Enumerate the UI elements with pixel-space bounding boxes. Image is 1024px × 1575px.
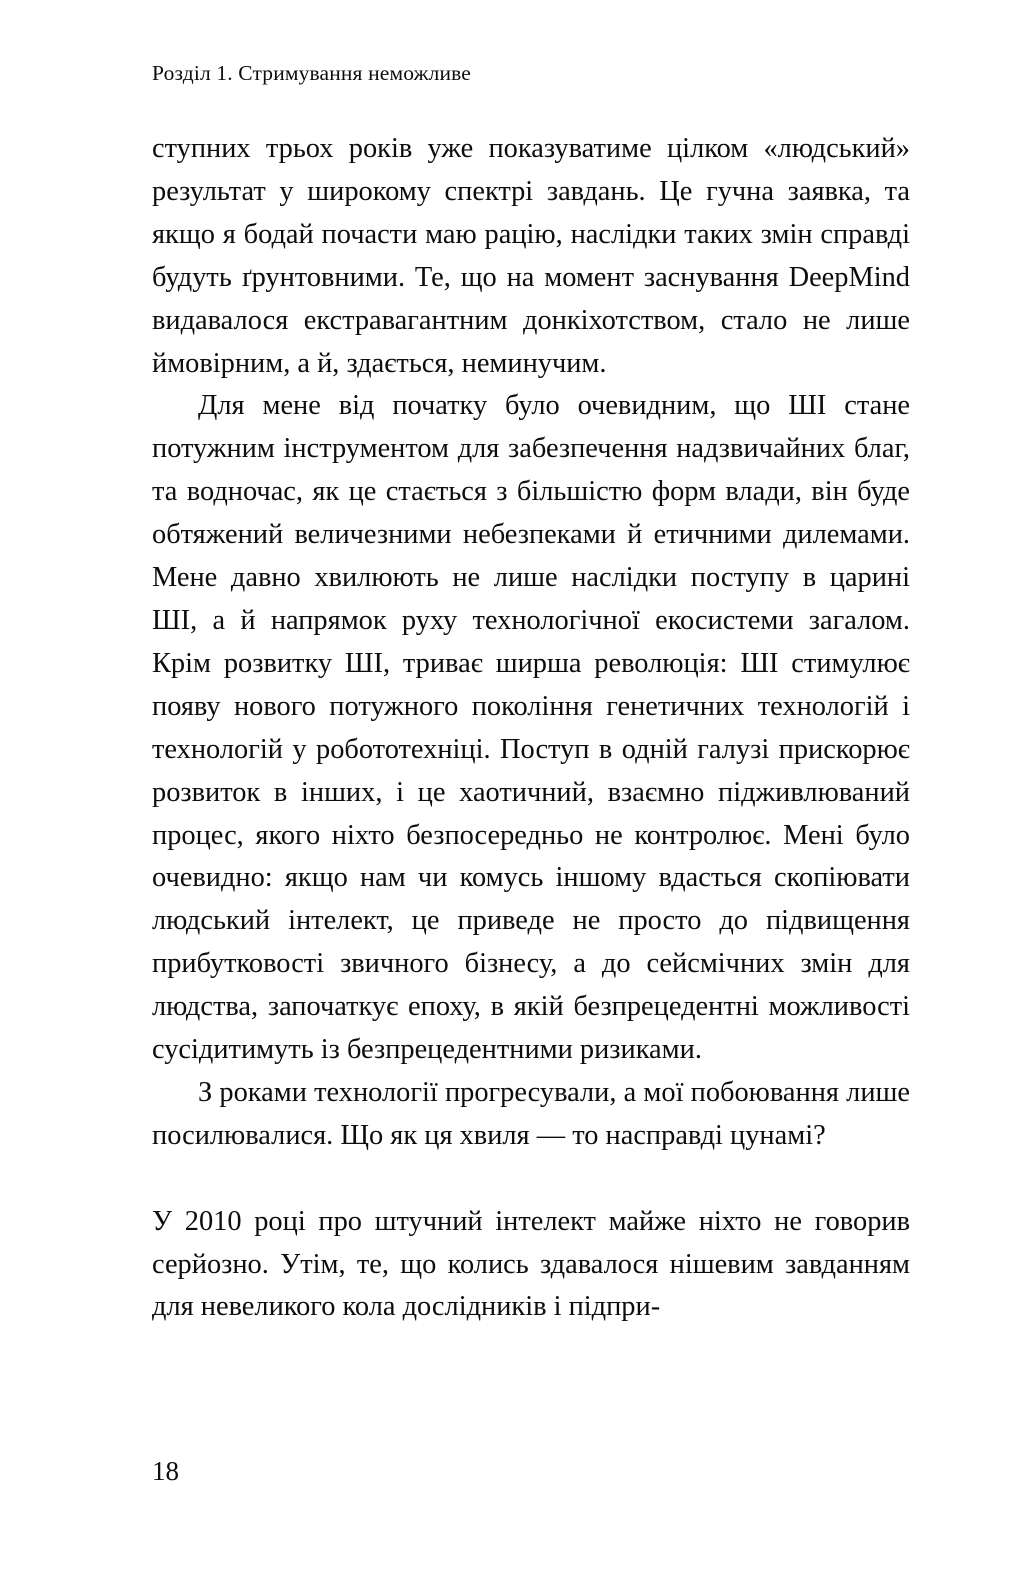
page-number: 18: [152, 1456, 179, 1486]
body-text-block: [152, 128, 910, 1329]
paragraph-4: У 2010 році про штучний інтелект майже ніхто не говорив серйозно. Утім, те, що колись здавалося нішевим завданням для невеликого кола дослідників і підпри-: [152, 1205, 910, 1323]
running-header: Розділ 1. Стримування неможливе: [152, 61, 471, 85]
section-break: [152, 1158, 910, 1201]
paragraph-2: Для мене від початку було очевидним, що ШІ стане потужним інструментом для забезпечення надзвичайних благ, та водночас, як це стається з більшістю форм влади, він буде обтяжений величезними небезпеками й етичними дилемами. Мене давно хвилюють не лише наслідки поступу в царині ШІ, а й напрямок руху технологічної екосистеми загалом. Крім розвитку ШІ, триває ширша революція: ШІ стимулює появу нового потужного покоління генетичних технологій і технологій у робототехніці. Поступ в одній галузі прискорює розвиток в інших, і це хаотичний, взаємно підживлюваний процес, якого ніхто безпосередньо не контролює. Мені було очевидно: якщо нам чи комусь іншому вдасться скопіювати людський інтелект, це приведе не просто до підвищення прибутковості звичного бізнесу, а до сейсмічних змін для людства, започаткує епоху, в якій безпрецедентні можливості сусідитимуть із безпрецедентними ризиками.: [152, 390, 910, 1066]
paragraph-1: ступних трьох років уже показуватиме цілком «людський» результат у широкому спектрі завдань. Це гучна заявка, та якщо я бодай почасти маю рацію, наслідки таких змін справді будуть ґрунтовними. Те, що на момент заснування DeepMind видавалося екстравагантним донкіхотством, стало не лише ймовірним, а й, здається, неминучим.: [152, 133, 910, 379]
paragraph-3: З роками технології прогресували, а мої побоювання лише посилювалися. Що як ця хвиля — то насправді цунамі?: [152, 1076, 910, 1151]
